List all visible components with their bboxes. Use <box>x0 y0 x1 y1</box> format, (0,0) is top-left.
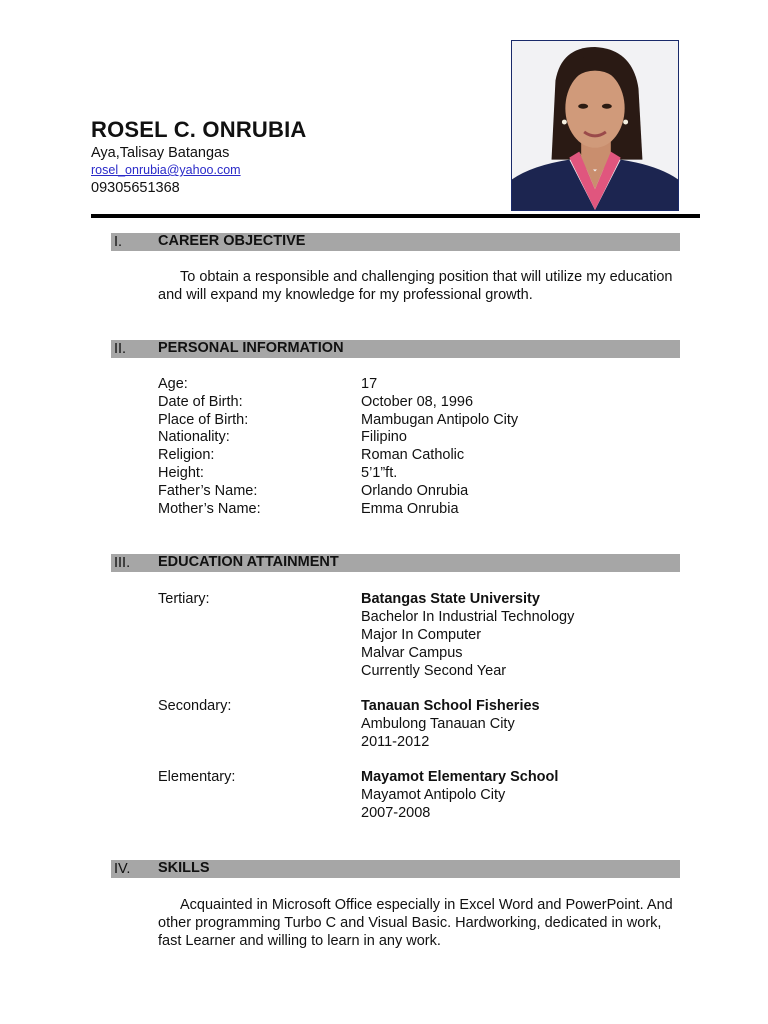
education-secondary <box>158 697 540 751</box>
section-objective-header <box>111 233 680 251</box>
list-item <box>158 429 518 447</box>
field-value: Orlando Onrubia <box>361 482 469 499</box>
applicant-address: Aya,Talisay Batangas <box>91 145 230 161</box>
education-detail: Bachelor In Industrial Technology <box>361 609 575 625</box>
education-elementary <box>158 768 558 822</box>
section-education-header <box>111 554 680 572</box>
field-value: October 08, 1996 <box>361 393 474 410</box>
field-value: 5’1”ft. <box>361 464 398 481</box>
field-label: Mother’s Name: <box>158 500 261 517</box>
field-value: Mambugan Antipolo City <box>361 411 519 428</box>
section-title: PERSONAL INFORMATION <box>158 340 344 356</box>
field-label: Date of Birth: <box>158 393 243 410</box>
objective-text <box>158 268 680 304</box>
field-label: Nationality: <box>158 429 230 446</box>
section-number: IV. <box>114 861 131 877</box>
section-title: SKILLS <box>158 860 210 876</box>
list-item <box>158 447 518 465</box>
section-number: I. <box>114 234 123 250</box>
education-detail: Ambulong Tanauan City <box>361 716 515 732</box>
education-level-label: Secondary: <box>158 698 232 714</box>
skills-paragraph: Acquainted in Microsoft Office especially in Excel Word and PowerPoint. And other programming Turbo C and Visual Basic. Hardworking, dedicated in work, fast Learner and willing to learn in any work. <box>158 897 673 949</box>
section-personal-header <box>111 340 680 358</box>
field-value: Emma Onrubia <box>361 500 459 517</box>
header-divider <box>91 214 700 218</box>
list-item <box>158 465 518 483</box>
education-detail: Currently Second Year <box>361 663 507 679</box>
field-value: Filipino <box>361 429 407 446</box>
profile-photo <box>511 40 679 211</box>
school-name: Mayamot Elementary School <box>361 769 559 785</box>
section-number: III. <box>114 555 131 571</box>
education-detail: 2007-2008 <box>361 805 431 821</box>
field-value: Roman Catholic <box>361 447 465 464</box>
section-title: CAREER OBJECTIVE <box>158 233 306 249</box>
personal-info-list <box>158 376 518 518</box>
field-label: Place of Birth: <box>158 411 249 428</box>
section-skills-header <box>111 860 680 878</box>
field-value: 17 <box>361 376 378 392</box>
school-name: Batangas State University <box>361 591 540 607</box>
field-label: Height: <box>158 464 204 481</box>
education-level-label: Tertiary: <box>158 591 210 607</box>
field-label: Father’s Name: <box>158 482 258 499</box>
phone-number: 09305651368 <box>91 180 180 196</box>
education-detail: 2011-2012 <box>361 734 430 750</box>
objective-paragraph: To obtain a responsible and challenging position that will utilize my education and will expand my knowledge for my professional growth. <box>158 269 673 303</box>
email-link[interactable]: rosel_onrubia@yahoo.com <box>91 163 241 177</box>
field-label: Religion: <box>158 447 215 464</box>
list-item <box>158 483 518 501</box>
list-item <box>158 376 518 394</box>
applicant-name: ROSEL C. ONRUBIA <box>91 117 307 142</box>
field-label: Age: <box>158 376 188 392</box>
school-name: Tanauan School Fisheries <box>361 698 540 714</box>
education-tertiary <box>158 590 574 680</box>
education-detail: Mayamot Antipolo City <box>361 787 506 803</box>
list-item <box>158 412 518 430</box>
section-number: II. <box>114 341 127 357</box>
list-item <box>158 394 518 412</box>
education-level-label: Elementary: <box>158 769 236 785</box>
education-detail: Major In Computer <box>361 627 482 643</box>
list-item <box>158 501 518 519</box>
section-title: EDUCATION ATTAINMENT <box>158 554 339 570</box>
education-detail: Malvar Campus <box>361 645 463 661</box>
skills-text <box>158 896 680 950</box>
